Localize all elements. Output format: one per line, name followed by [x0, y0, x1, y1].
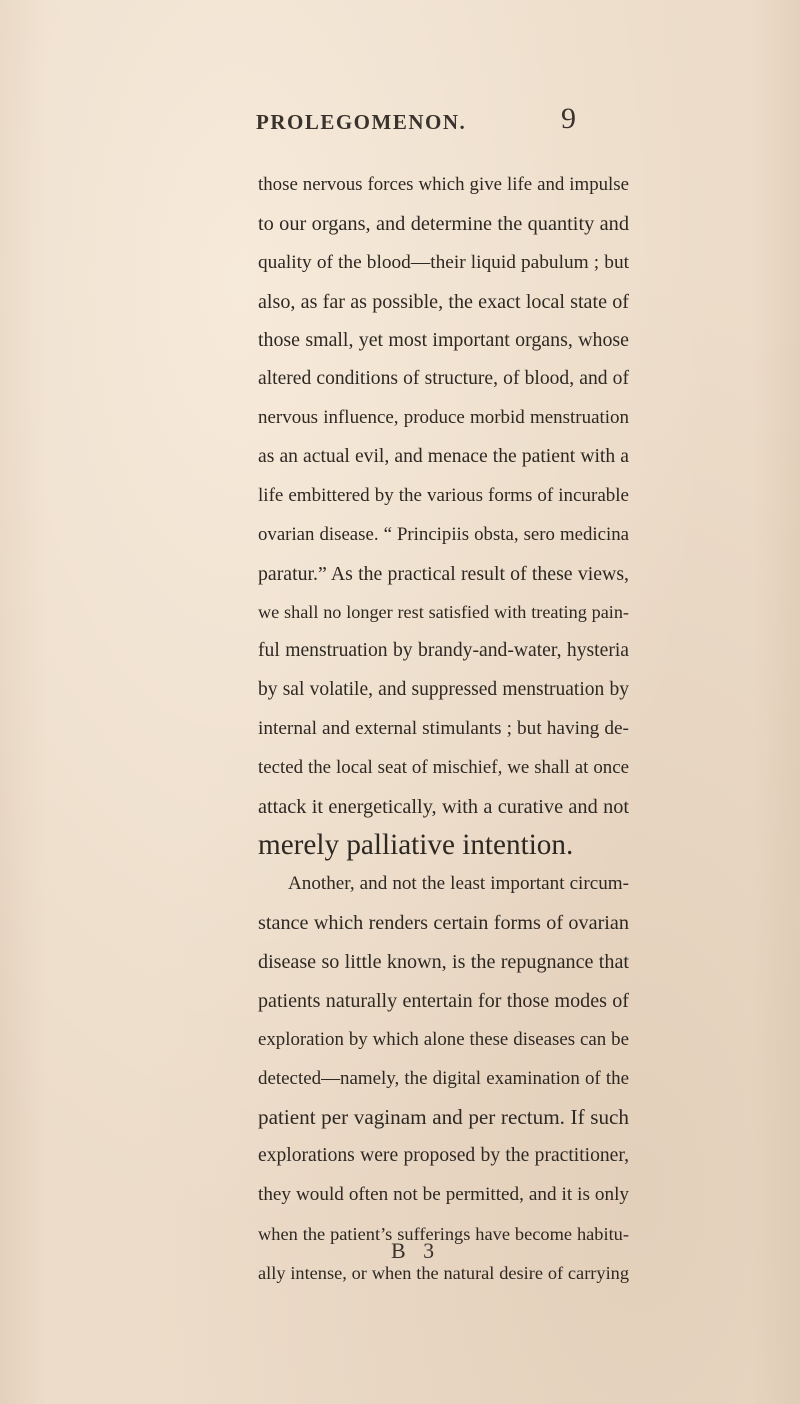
page-number: 9 — [561, 102, 576, 135]
body-line: ally intense, or when the natural desire of carrying — [258, 1263, 629, 1283]
running-head: PROLEGOMENON. — [256, 110, 467, 134]
body-line: ovarian disease. “ Principiis obsta, sero medicina — [258, 524, 629, 545]
body-line: exploration by which alone these diseases can be — [258, 1029, 629, 1050]
body-line: internal and external stimulants ; but having de- — [258, 718, 629, 739]
body-line: ful menstruation by brandy-and-water, hysteria — [258, 640, 629, 661]
body-line: patients naturally entertain for those modes of — [258, 990, 629, 1012]
body-line: they would often not be permitted, and it is only — [258, 1184, 629, 1205]
body-line: merely palliative intention. — [258, 829, 574, 861]
page-header — [256, 104, 576, 144]
body-line: those nervous forces which give life and impulse — [258, 174, 629, 195]
body-line: stance which renders certain forms of ovarian — [258, 912, 629, 934]
signature-mark: B 3 — [391, 1238, 441, 1263]
body-line: quality of the blood—their liquid pabulum ; but — [258, 252, 629, 273]
body-line: also, as far as possible, the exact local state of — [258, 291, 629, 313]
body-line: explorations were proposed by the practitioner, — [258, 1145, 629, 1166]
body-line: disease so little known, is the repugnance that — [258, 951, 629, 973]
body-line: altered conditions of structure, of blood, and of — [258, 368, 629, 389]
body-line: detected—namely, the digital examination of the — [258, 1068, 629, 1089]
body-line: to our organs, and determine the quantity and — [258, 213, 629, 235]
body-line: attack it energetically, with a curative and not — [258, 796, 629, 818]
body-line: patient per vaginam and per rectum. If such — [258, 1105, 629, 1129]
body-line: paratur.” As the practical result of these views, — [258, 563, 629, 585]
body-line: Another, and not the least important circum- — [288, 873, 629, 894]
body-line: as an actual evil, and menace the patient with a — [258, 446, 629, 467]
body-line: tected the local seat of mischief, we shall at once — [258, 757, 629, 778]
body-line: those small, yet most important organs, whose — [258, 329, 629, 351]
body-line: by sal volatile, and suppressed menstruation by — [258, 679, 629, 700]
body-line: when the patient’s sufferings have become habitu- — [258, 1224, 629, 1244]
body-line: life embittered by the various forms of incurable — [258, 485, 629, 506]
body-line: we shall no longer rest satisfied with treating pain- — [258, 602, 629, 622]
body-line: nervous influence, produce morbid menstruation — [258, 407, 629, 428]
